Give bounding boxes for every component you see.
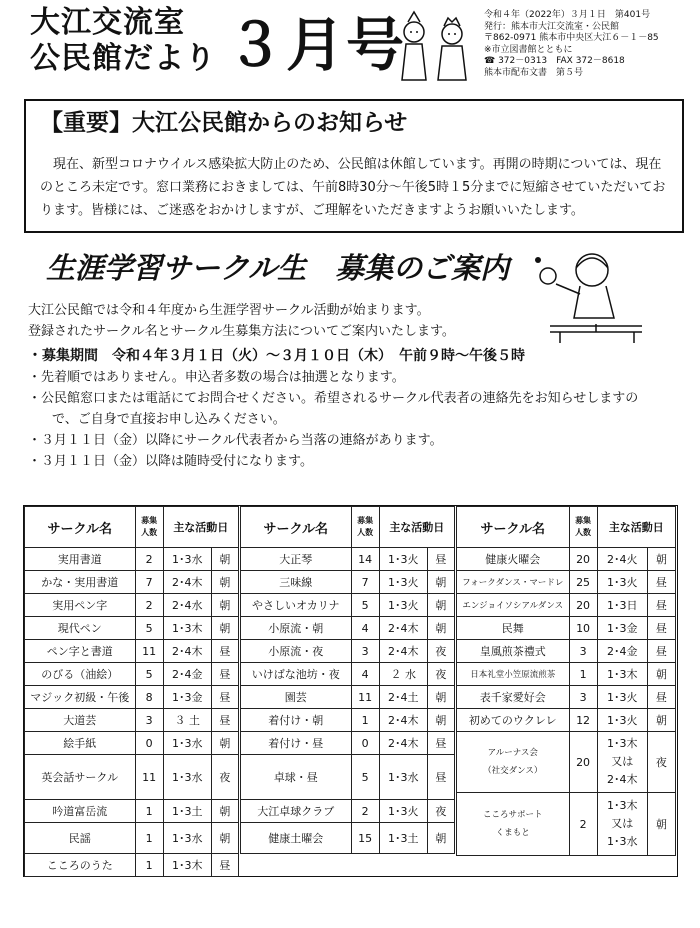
time-slot: 昼	[647, 594, 675, 617]
time-slot: 夜	[211, 755, 238, 800]
notice-body: 現在、新型コロナウイルス感染拡大防止のため、公民館は休館しています。再開の時期については、現在のところ未定です。窓口業務におきましては、午前8時30分～午後5時１5分までに短縮させていただいております。皆様には、ご迷惑をおかけしますが、ご理解をいただきますようお願いいたします。	[40, 157, 666, 218]
time-slot: 朝	[427, 709, 454, 732]
recruit-count: 20	[569, 594, 597, 617]
activity-day: 1･3水	[379, 755, 427, 800]
activity-day: 2･4木	[379, 617, 427, 640]
table-row	[241, 823, 455, 854]
time-slot: 朝	[211, 571, 238, 594]
intro-line: 大江公民館では令和４年度から生涯学習サークル活動が始まります。	[28, 303, 430, 318]
activity-day: 1･3金	[163, 686, 211, 709]
circle-name: 実用ペン字	[25, 594, 136, 617]
hina-dolls-illustration	[392, 10, 474, 82]
table-row	[25, 640, 239, 663]
activity-day: 1･3日	[597, 594, 647, 617]
activity-day: 2･4木	[379, 640, 427, 663]
time-slot: 昼	[211, 640, 238, 663]
bullet-inquiry-cont: で、ご自身で直接お申し込みください。	[52, 412, 286, 427]
time-slot: 朝	[647, 548, 675, 571]
circle-name: 園芸	[241, 686, 352, 709]
recruit-count: 5	[135, 617, 163, 640]
recruit-count: 14	[351, 548, 379, 571]
recruit-count: 0	[351, 732, 379, 755]
circle-name: 小原流・朝	[241, 617, 352, 640]
circle-table-2	[240, 506, 455, 854]
header-count: 募集 人数	[135, 507, 163, 548]
activity-day: 1･3火	[597, 571, 647, 594]
circle-table-3	[456, 506, 676, 856]
activity-day: 1･3火	[379, 800, 427, 823]
activity-day: 2･4金	[163, 663, 211, 686]
circle-name: ペン字と書道	[25, 640, 136, 663]
table-row	[25, 709, 239, 732]
time-slot: 朝	[211, 548, 238, 571]
recruit-count: 25	[569, 571, 597, 594]
bullet-inquiry: ・公民館窓口または電話にてお問合せください。希望されるサークル代表者の連絡先をお知らせしますの	[28, 391, 639, 406]
bullet-lottery: ・先着順ではありません。申込者多数の場合は抽選となります。	[28, 370, 405, 385]
header-name: サークル名	[241, 507, 352, 548]
masthead	[0, 0, 700, 95]
circle-name: かな・実用書道	[25, 571, 136, 594]
circle-tables	[23, 505, 678, 877]
table-row	[241, 800, 455, 823]
activity-day: 1･3火	[379, 594, 427, 617]
activity-day: 2･4木	[163, 571, 211, 594]
recruit-count: 1	[569, 663, 597, 686]
circle-name: 表千家愛好会	[457, 686, 570, 709]
time-slot: 昼	[211, 709, 238, 732]
time-slot: 昼	[647, 571, 675, 594]
notice-title: 【重要】大江公民館からのお知らせ	[40, 110, 408, 136]
important-notice-box	[24, 99, 684, 233]
table-row	[25, 548, 239, 571]
activity-day: 1･3水	[163, 548, 211, 571]
recruit-title: 生涯学習サークル生 募集のご案内	[46, 251, 510, 285]
recruit-count: 2	[135, 548, 163, 571]
circle-name: エンジョイソシアルダンス	[457, 594, 570, 617]
time-slot: 朝	[211, 823, 238, 854]
time-slot: 朝	[427, 823, 454, 854]
circle-name: のびる（油絵）	[25, 663, 136, 686]
activity-day: 1･3水	[163, 823, 211, 854]
time-slot: 昼	[427, 548, 454, 571]
recruit-count: 1	[351, 709, 379, 732]
info-line: ※市立図書館とともに	[484, 44, 573, 55]
header-day: 主な活動日	[163, 507, 238, 548]
activity-day: 1･3火	[379, 548, 427, 571]
circle-name: 日本礼堂小笠原流煎茶	[457, 663, 570, 686]
table-row	[241, 548, 455, 571]
circle-table-1	[24, 506, 239, 877]
circle-name: こころのうた	[25, 854, 136, 877]
info-line: 令和４年（2022年）３月１日 第401号	[484, 10, 651, 20]
circle-name: 健康火曜会	[457, 548, 570, 571]
table-row	[241, 732, 455, 755]
table-row	[25, 571, 239, 594]
circle-name: 現代ペン	[25, 617, 136, 640]
newsletter-title-line2: 公民館だより	[30, 41, 216, 76]
time-slot: 朝	[211, 732, 238, 755]
circle-name: 皇風煎茶禮式	[457, 640, 570, 663]
time-slot: 朝	[427, 594, 454, 617]
activity-day: 2･4木	[379, 709, 427, 732]
recruit-count: 3	[569, 640, 597, 663]
activity-day: 1･3火	[597, 686, 647, 709]
activity-day: 1･3火	[379, 571, 427, 594]
recruit-count: 8	[135, 686, 163, 709]
time-slot: 昼	[647, 640, 675, 663]
time-slot: 夜	[427, 800, 454, 823]
circle-name: 吟道富岳流	[25, 800, 136, 823]
time-slot: 夜	[647, 732, 675, 793]
circle-name: 初めてのウクレレ	[457, 709, 570, 732]
activity-day: 1･3木 又は 2･4木	[597, 732, 647, 793]
time-slot: 朝	[647, 709, 675, 732]
recruit-count: 3	[135, 709, 163, 732]
activity-day: 1･3土	[163, 800, 211, 823]
newsletter-title-line1: 大江交流室	[30, 5, 185, 40]
table-row	[241, 594, 455, 617]
recruit-bullets	[28, 346, 688, 472]
time-slot: 朝	[427, 617, 454, 640]
recruit-count: 11	[351, 686, 379, 709]
recruit-count: 20	[569, 548, 597, 571]
table-row	[25, 617, 239, 640]
recruit-count: 7	[135, 571, 163, 594]
info-line: 発行：熊本市大江交流室・公民館	[484, 21, 620, 32]
recruit-count: 3	[569, 686, 597, 709]
info-line: 熊本市配布文書 第５号	[484, 67, 584, 78]
recruit-count: 4	[351, 617, 379, 640]
activity-day: 2･4火	[597, 548, 647, 571]
recruit-count: 15	[351, 823, 379, 854]
time-slot: 夜	[427, 663, 454, 686]
table-row	[457, 709, 676, 732]
table-row	[25, 663, 239, 686]
time-slot: 朝	[211, 617, 238, 640]
circle-name: 絵手紙	[25, 732, 136, 755]
circle-name: 着付け・昼	[241, 732, 352, 755]
circle-name: 英会話サークル	[25, 755, 136, 800]
header-name: サークル名	[457, 507, 570, 548]
info-line: 〒862-0971 熊本市中央区大江６－１－85	[484, 33, 659, 44]
recruit-count: 11	[135, 755, 163, 800]
time-slot: 昼	[427, 755, 454, 800]
recruit-count: 1	[135, 854, 163, 877]
time-slot: 昼	[427, 732, 454, 755]
recruit-count: 12	[569, 709, 597, 732]
circle-name: 健康土曜会	[241, 823, 352, 854]
recruit-count: 4	[351, 663, 379, 686]
activity-day: ２ 水	[379, 663, 427, 686]
circle-name: マジック初級・午後	[25, 686, 136, 709]
activity-day: 2･4金	[597, 640, 647, 663]
recruit-count: 11	[135, 640, 163, 663]
recruit-count: 2	[135, 594, 163, 617]
table-row	[457, 594, 676, 617]
circle-name: いけばな池坊・夜	[241, 663, 352, 686]
table-row	[457, 571, 676, 594]
recruit-count: 0	[135, 732, 163, 755]
info-line: ☎ 372－0313 FAX 372－8618	[484, 56, 625, 67]
time-slot: 朝	[427, 686, 454, 709]
time-slot: 朝	[427, 571, 454, 594]
table-row	[457, 686, 676, 709]
activity-day: 2･4水	[163, 594, 211, 617]
recruit-count: 5	[351, 594, 379, 617]
table-row	[457, 548, 676, 571]
table-row	[457, 663, 676, 686]
circle-name: 実用書道	[25, 548, 136, 571]
activity-day: 1･3木	[163, 854, 211, 877]
activity-day: 2･4木	[379, 732, 427, 755]
activity-day: ３ 土	[163, 709, 211, 732]
header-day: 主な活動日	[597, 507, 675, 548]
circle-name: 着付け・朝	[241, 709, 352, 732]
activity-day: 1･3木 又は 1･3水	[597, 793, 647, 856]
circle-name: アルーナス会 （社交ダンス）	[457, 732, 570, 793]
table-row	[241, 640, 455, 663]
recruit-intro	[28, 300, 455, 342]
time-slot: 昼	[647, 617, 675, 640]
table-row	[241, 663, 455, 686]
table-row	[25, 854, 239, 877]
intro-line: 登録されたサークル名とサークル生募集方法についてご案内いたします。	[28, 324, 455, 339]
activity-day: 2･4木	[163, 640, 211, 663]
activity-day: 2･4土	[379, 686, 427, 709]
circle-name: 卓球・昼	[241, 755, 352, 800]
table-row	[25, 755, 239, 800]
time-slot: 夜	[427, 640, 454, 663]
time-slot: 昼	[211, 686, 238, 709]
time-slot: 朝	[647, 793, 675, 856]
time-slot: 昼	[211, 854, 238, 877]
recruit-count: 10	[569, 617, 597, 640]
table-row	[241, 617, 455, 640]
header-count: 募集 人数	[351, 507, 379, 548]
table-row	[25, 594, 239, 617]
table-row	[241, 686, 455, 709]
recruit-count: 20	[569, 732, 597, 793]
bullet-ongoing: ・３月１１日（金）以降は随時受付になります。	[28, 454, 313, 469]
circle-name: 大江卓球クラブ	[241, 800, 352, 823]
time-slot: 朝	[211, 800, 238, 823]
recruit-count: 1	[135, 823, 163, 854]
table-row	[457, 793, 676, 856]
table-row	[457, 617, 676, 640]
recruit-count: 7	[351, 571, 379, 594]
time-slot: 昼	[647, 686, 675, 709]
table-row	[25, 800, 239, 823]
recruit-count: 1	[135, 800, 163, 823]
circle-name: 大道芸	[25, 709, 136, 732]
table-row	[241, 755, 455, 800]
table-row	[25, 732, 239, 755]
table-row	[25, 823, 239, 854]
recruit-count: 5	[351, 755, 379, 800]
circle-name: フォークダンス・マードレ	[457, 571, 570, 594]
circle-name: 小原流・夜	[241, 640, 352, 663]
header-name: サークル名	[25, 507, 136, 548]
bullet-result: ・３月１１日（金）以降にサークル代表者から当落の連絡があります。	[28, 433, 443, 448]
recruit-count: 2	[569, 793, 597, 856]
circle-name: 大正琴	[241, 548, 352, 571]
activity-day: 1･3木	[597, 663, 647, 686]
recruit-count: 2	[351, 800, 379, 823]
issue-month: ３月号	[226, 11, 407, 79]
activity-day: 1･3水	[163, 732, 211, 755]
time-slot: 昼	[211, 663, 238, 686]
table-row	[25, 686, 239, 709]
activity-day: 1･3土	[379, 823, 427, 854]
circle-name: こころサポート くまもと	[457, 793, 570, 856]
table-row	[241, 571, 455, 594]
header-count: 募集 人数	[569, 507, 597, 548]
recruit-count: 3	[351, 640, 379, 663]
header-day: 主な活動日	[379, 507, 454, 548]
circle-name: やさしいオカリナ	[241, 594, 352, 617]
recruit-count: 5	[135, 663, 163, 686]
activity-day: 1･3火	[597, 709, 647, 732]
circle-name: 民謡	[25, 823, 136, 854]
table-row	[457, 640, 676, 663]
circle-name: 三味線	[241, 571, 352, 594]
activity-day: 1･3金	[597, 617, 647, 640]
activity-day: 1･3木	[163, 617, 211, 640]
time-slot: 朝	[211, 594, 238, 617]
activity-day: 1･3水	[163, 755, 211, 800]
bullet-period: ・募集期間 令和４年３月１日（火）～３月１０日（木） 午前９時～午後５時	[28, 348, 525, 364]
publication-info	[484, 10, 659, 80]
time-slot: 朝	[647, 663, 675, 686]
table-row	[241, 709, 455, 732]
table-tennis-illustration	[530, 248, 650, 343]
circle-name: 民舞	[457, 617, 570, 640]
table-row	[457, 732, 676, 793]
